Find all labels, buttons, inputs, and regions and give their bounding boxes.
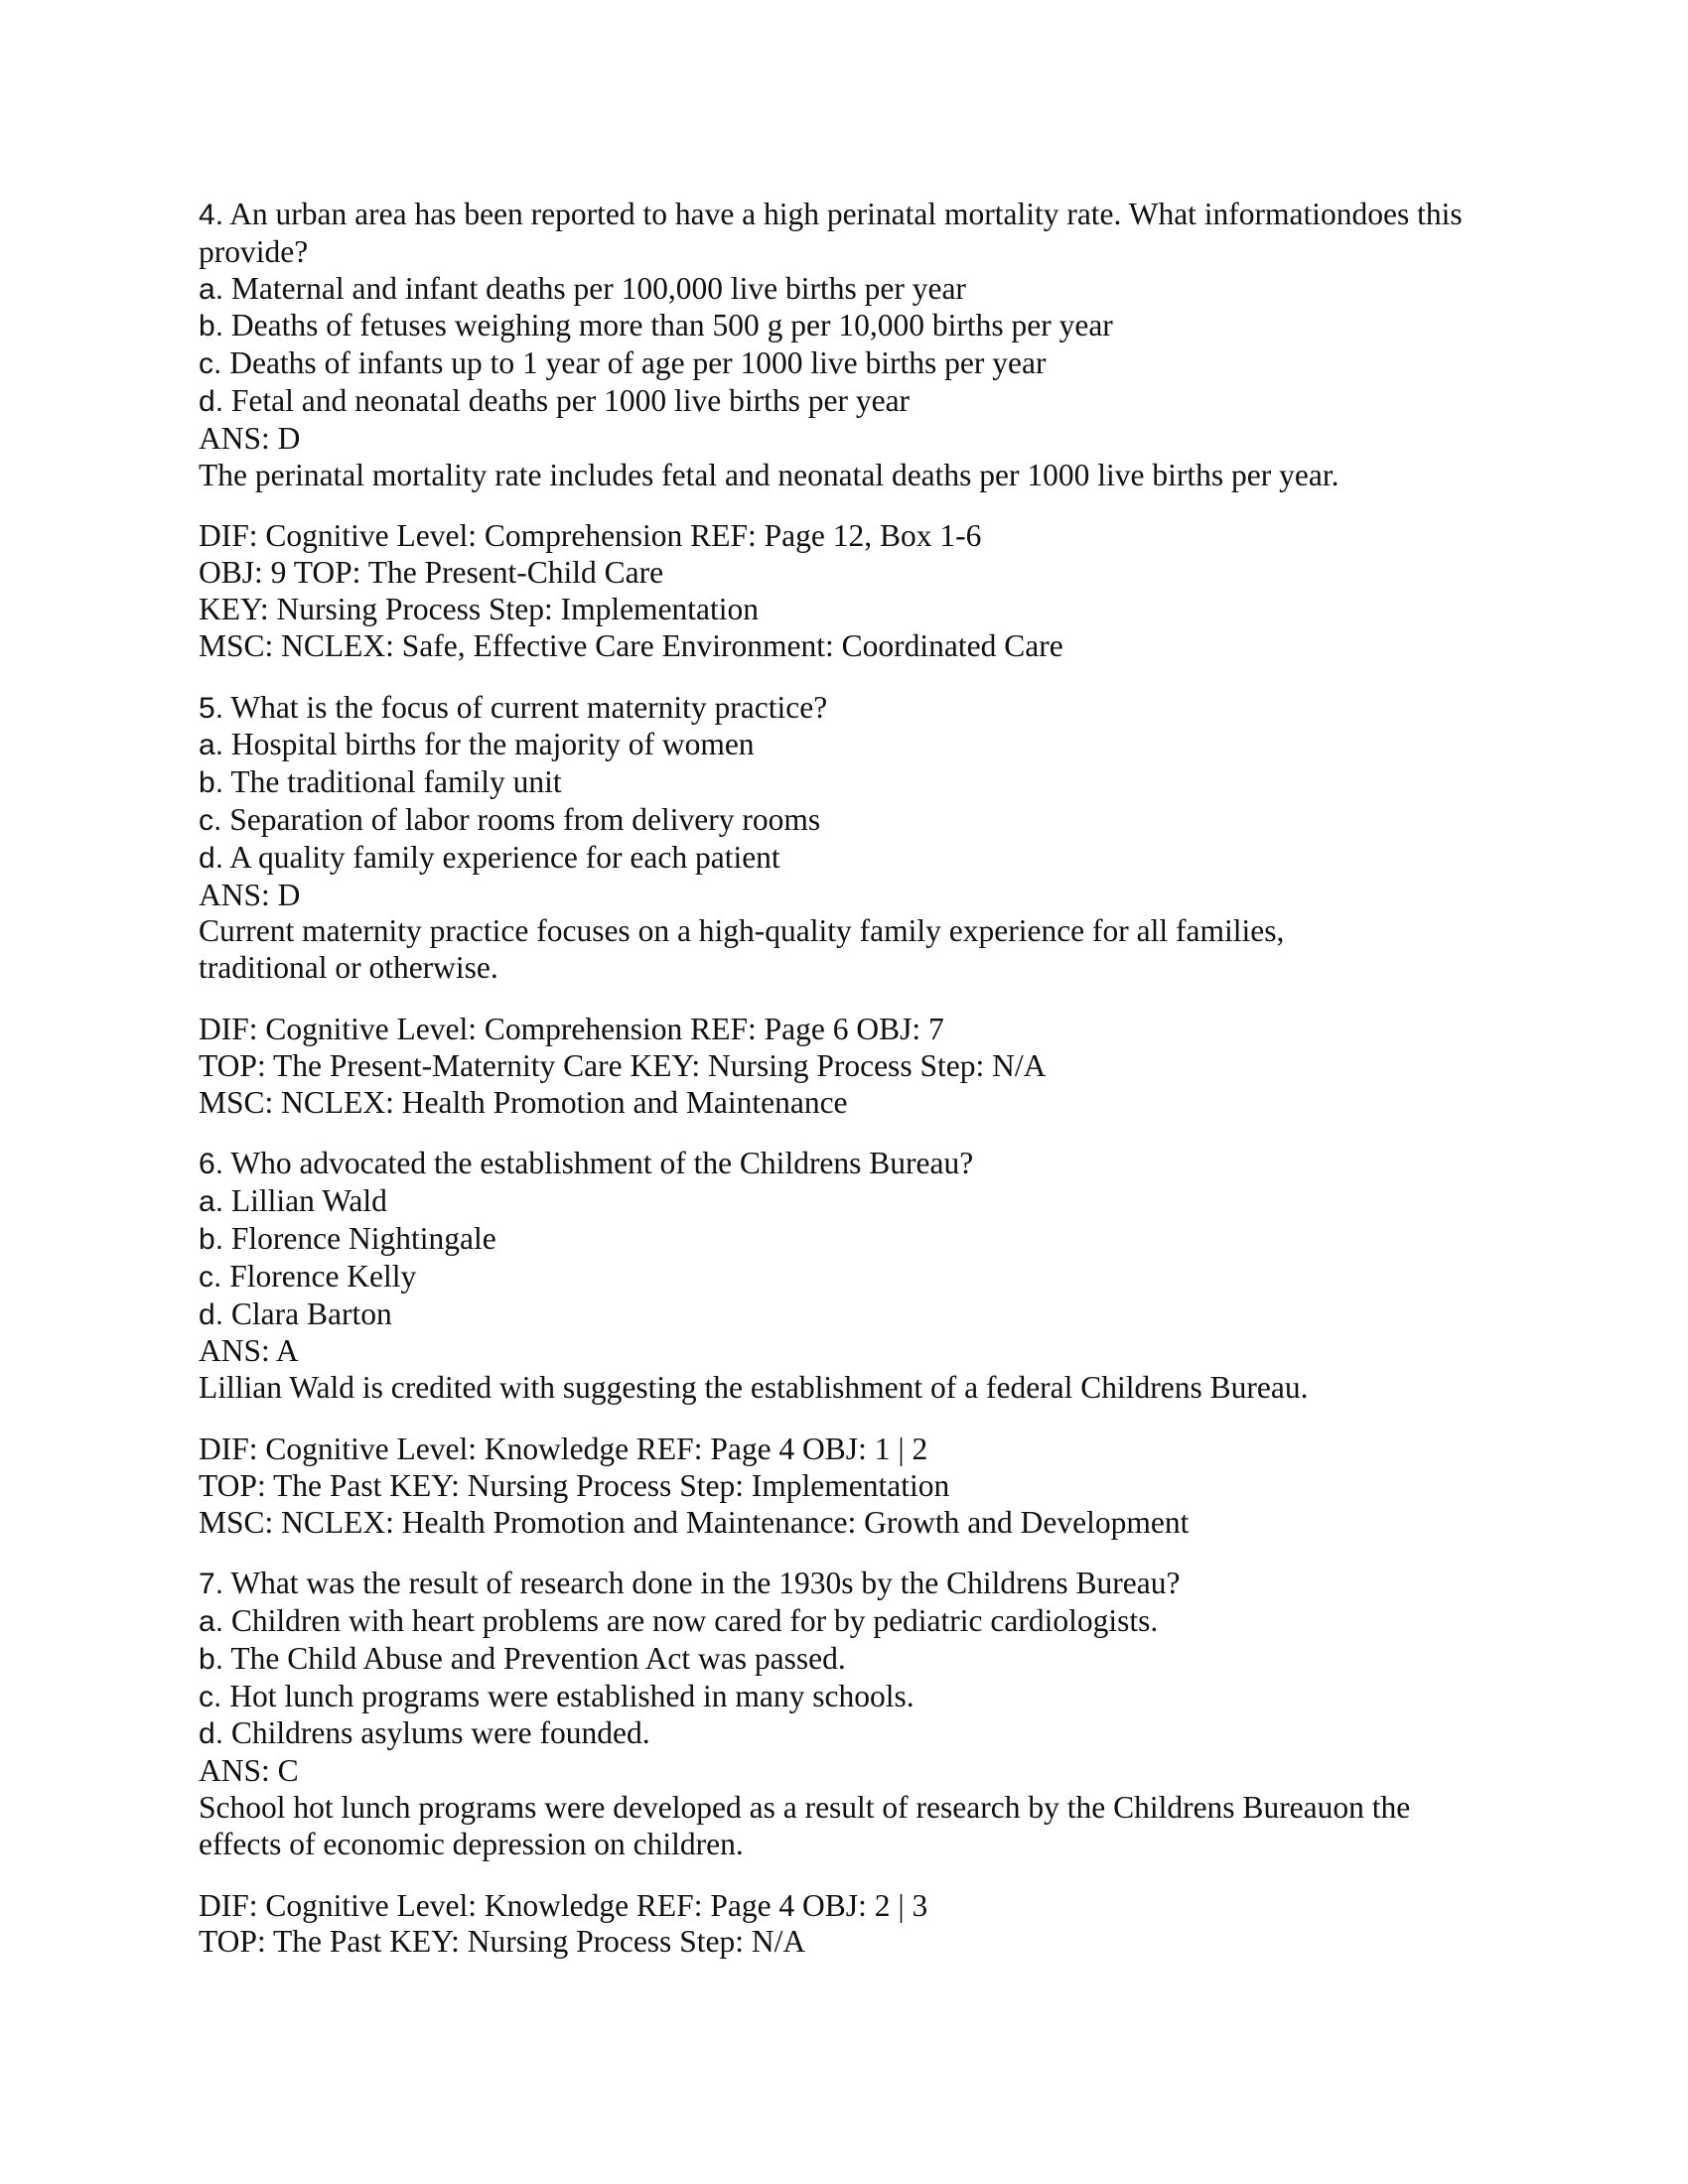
option-a: a. Hospital births for the majority of women bbox=[199, 727, 755, 762]
option-d: d. A quality family experience for each patient bbox=[199, 839, 780, 875]
rationale: Lillian Wald is credited with suggesting the establishment of a federal Childrens Bureau. bbox=[199, 1370, 1309, 1406]
question-stem: 5. What is the focus of current maternity practice? bbox=[199, 689, 828, 725]
option-d: d. Childrens asylums were founded. bbox=[199, 1715, 650, 1751]
question-stem: 4. An urban area has been reported to have a high perinatal mortality rate. What informationdoes this provide? bbox=[199, 197, 1463, 269]
rationale: School hot lunch programs were developed as a result of research by the Childrens Bureauon the effects of economic depression on children. bbox=[199, 1790, 1411, 1861]
question-meta bbox=[199, 1432, 1489, 1541]
option-c: c. Separation of labor rooms from delivery rooms bbox=[199, 801, 821, 837]
meta-line: TOP: The Present-Maternity Care KEY: Nursing Process Step: N/A bbox=[199, 1047, 1047, 1083]
question-meta bbox=[199, 1012, 1489, 1121]
question-4 bbox=[199, 197, 1489, 665]
meta-line: DIF: Cognitive Level: Knowledge REF: Page 4 OBJ: 2 | 3 bbox=[199, 1887, 928, 1923]
question-text: Who advocated the establishment of the Childrens Bureau? bbox=[230, 1146, 974, 1181]
meta-line: MSC: NCLEX: Safe, Effective Care Environment: Coordinated Care bbox=[199, 627, 1063, 663]
question-stem: 6. Who advocated the establishment of the Childrens Bureau? bbox=[199, 1146, 974, 1181]
document-page bbox=[199, 197, 1489, 1961]
answer: ANS: C bbox=[199, 1753, 299, 1789]
rationale: The perinatal mortality rate includes fetal and neonatal deaths per 1000 live births per year. bbox=[199, 457, 1339, 492]
question-meta bbox=[199, 1888, 1489, 1962]
question-text: What was the result of research done in the 1930s by the Childrens Bureau? bbox=[230, 1566, 1181, 1601]
option-b: b. Florence Nightingale bbox=[199, 1220, 496, 1256]
meta-line: OBJ: 9 TOP: The Present-Child Care bbox=[199, 555, 664, 591]
answer: ANS: D bbox=[199, 420, 301, 456]
meta-line: MSC: NCLEX: Health Promotion and Maintenance: Growth and Development bbox=[199, 1504, 1190, 1540]
meta-line: DIF: Cognitive Level: Comprehension REF: Page 6 OBJ: 7 bbox=[199, 1011, 944, 1046]
meta-line: MSC: NCLEX: Health Promotion and Maintenance bbox=[199, 1084, 848, 1120]
question-number: 7 bbox=[199, 1568, 215, 1601]
option-c: c. Deaths of infants up to 1 year of age per 1000 live births per year bbox=[199, 345, 1047, 381]
question-meta bbox=[199, 518, 1489, 664]
rationale: Current maternity practice focuses on a high-quality family experience for all families, traditional or otherwise. bbox=[199, 913, 1285, 986]
answer: ANS: D bbox=[199, 877, 301, 912]
option-b: b. The traditional family unit bbox=[199, 764, 562, 800]
meta-line: TOP: The Past KEY: Nursing Process Step: N/A bbox=[199, 1924, 806, 1960]
option-c: c. Florence Kelly bbox=[199, 1258, 417, 1294]
question-stem: 7. What was the result of research done in the 1930s by the Childrens Bureau? bbox=[199, 1566, 1181, 1601]
question-7 bbox=[199, 1566, 1489, 1961]
option-a: a. Lillian Wald bbox=[199, 1183, 387, 1219]
question-number: 6 bbox=[199, 1148, 215, 1181]
answer: ANS: A bbox=[199, 1333, 299, 1369]
option-b: b. Deaths of fetuses weighing more than 500 g per 10,000 births per year bbox=[199, 308, 1113, 343]
meta-line: DIF: Cognitive Level: Knowledge REF: Page 4 OBJ: 1 | 2 bbox=[199, 1431, 928, 1466]
question-6 bbox=[199, 1146, 1489, 1541]
question-number: 4 bbox=[199, 199, 215, 231]
option-a: a. Children with heart problems are now cared for by pediatric cardiologists. bbox=[199, 1603, 1159, 1639]
option-b: b. The Child Abuse and Prevention Act was passed. bbox=[199, 1640, 846, 1676]
question-number: 5 bbox=[199, 691, 215, 725]
question-5 bbox=[199, 690, 1489, 1122]
meta-line: KEY: Nursing Process Step: Implementation bbox=[199, 591, 760, 626]
option-a: a. Maternal and infant deaths per 100,000 live births per year bbox=[199, 270, 966, 306]
option-d: d. Fetal and neonatal deaths per 1000 live births per year bbox=[199, 382, 911, 418]
question-text: What is the focus of current maternity practice? bbox=[230, 689, 828, 725]
option-c: c. Hot lunch programs were established in many schools. bbox=[199, 1678, 914, 1713]
question-text: An urban area has been reported to have a high perinatal mortality rate. What informationdoes this provide? bbox=[199, 197, 1463, 269]
meta-line: TOP: The Past KEY: Nursing Process Step: Implementation bbox=[199, 1467, 950, 1503]
option-d: d. Clara Barton bbox=[199, 1296, 392, 1331]
meta-line: DIF: Cognitive Level: Comprehension REF: Page 12, Box 1-6 bbox=[199, 518, 982, 554]
